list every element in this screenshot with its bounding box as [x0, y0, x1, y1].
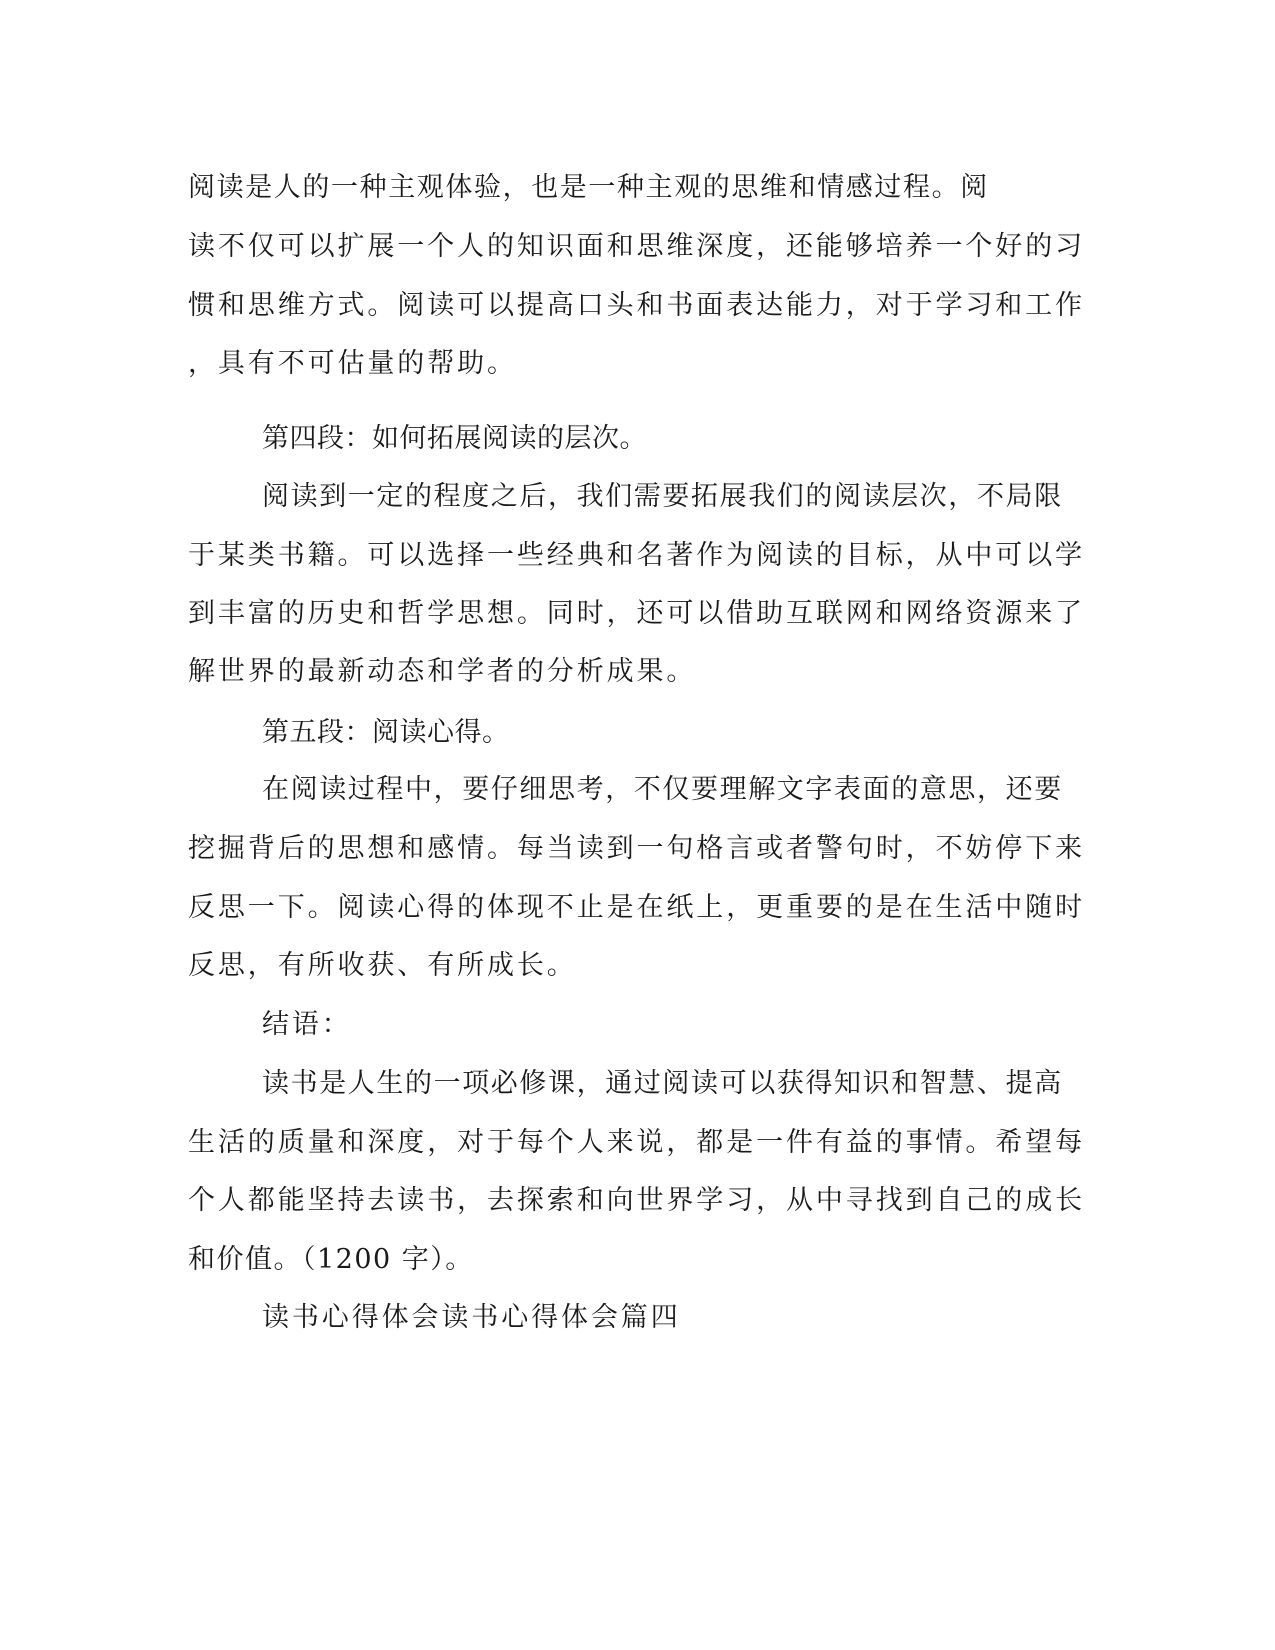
body-line: 和价值。（1200 字）。	[188, 1244, 474, 1275]
body-line: 个人都能坚持去读书，去探索和向世界学习，从中寻找到自己的成长	[188, 1185, 1085, 1216]
section-heading: 结语：	[262, 1009, 352, 1040]
body-line: 惯和思维方式。阅读可以提高口头和书面表达能力，对于学习和工作	[188, 290, 1085, 321]
body-line: 解世界的最新动态和学者的分析成果。	[188, 656, 697, 687]
body-line: 反思，有所收获、有所成长。	[188, 950, 577, 981]
body-line: 生活的质量和深度，对于每个人来说，都是一件有益的事情。希望每	[188, 1127, 1085, 1158]
body-line: ，具有不可估量的帮助。	[188, 348, 517, 379]
body-line: 到丰富的历史和哲学思想。同时，还可以借助互联网和网络资源来了	[188, 598, 1085, 629]
section-heading: 第四段：如何拓展阅读的层次。	[262, 423, 647, 454]
body-line: 读书是人生的一项必修课，通过阅读可以获得知识和智慧、提高	[262, 1068, 1063, 1099]
body-line: 在阅读过程中，要仔细思考，不仅要理解文字表面的意思，还要	[262, 774, 1063, 805]
body-line: 挖掘背后的思想和感情。每当读到一句格言或者警句时，不妨停下来	[188, 833, 1085, 864]
body-line: 阅读是人的一种主观体验，也是一种主观的思维和情感过程。阅	[188, 172, 989, 203]
section-heading: 读书心得体会读书心得体会篇四	[262, 1302, 681, 1333]
body-line: 于某类书籍。可以选择一些经典和名著作为阅读的目标，从中可以学	[188, 540, 1085, 571]
body-line: 读不仅可以扩展一个人的知识面和思维深度，还能够培养一个好的习	[188, 231, 1085, 262]
body-line: 阅读到一定的程度之后，我们需要拓展我们的阅读层次，不局限	[262, 481, 1063, 512]
body-line: 反思一下。阅读心得的体现不止是在纸上，更重要的是在生活中随时	[188, 892, 1085, 923]
section-heading: 第五段：阅读心得。	[262, 717, 510, 748]
